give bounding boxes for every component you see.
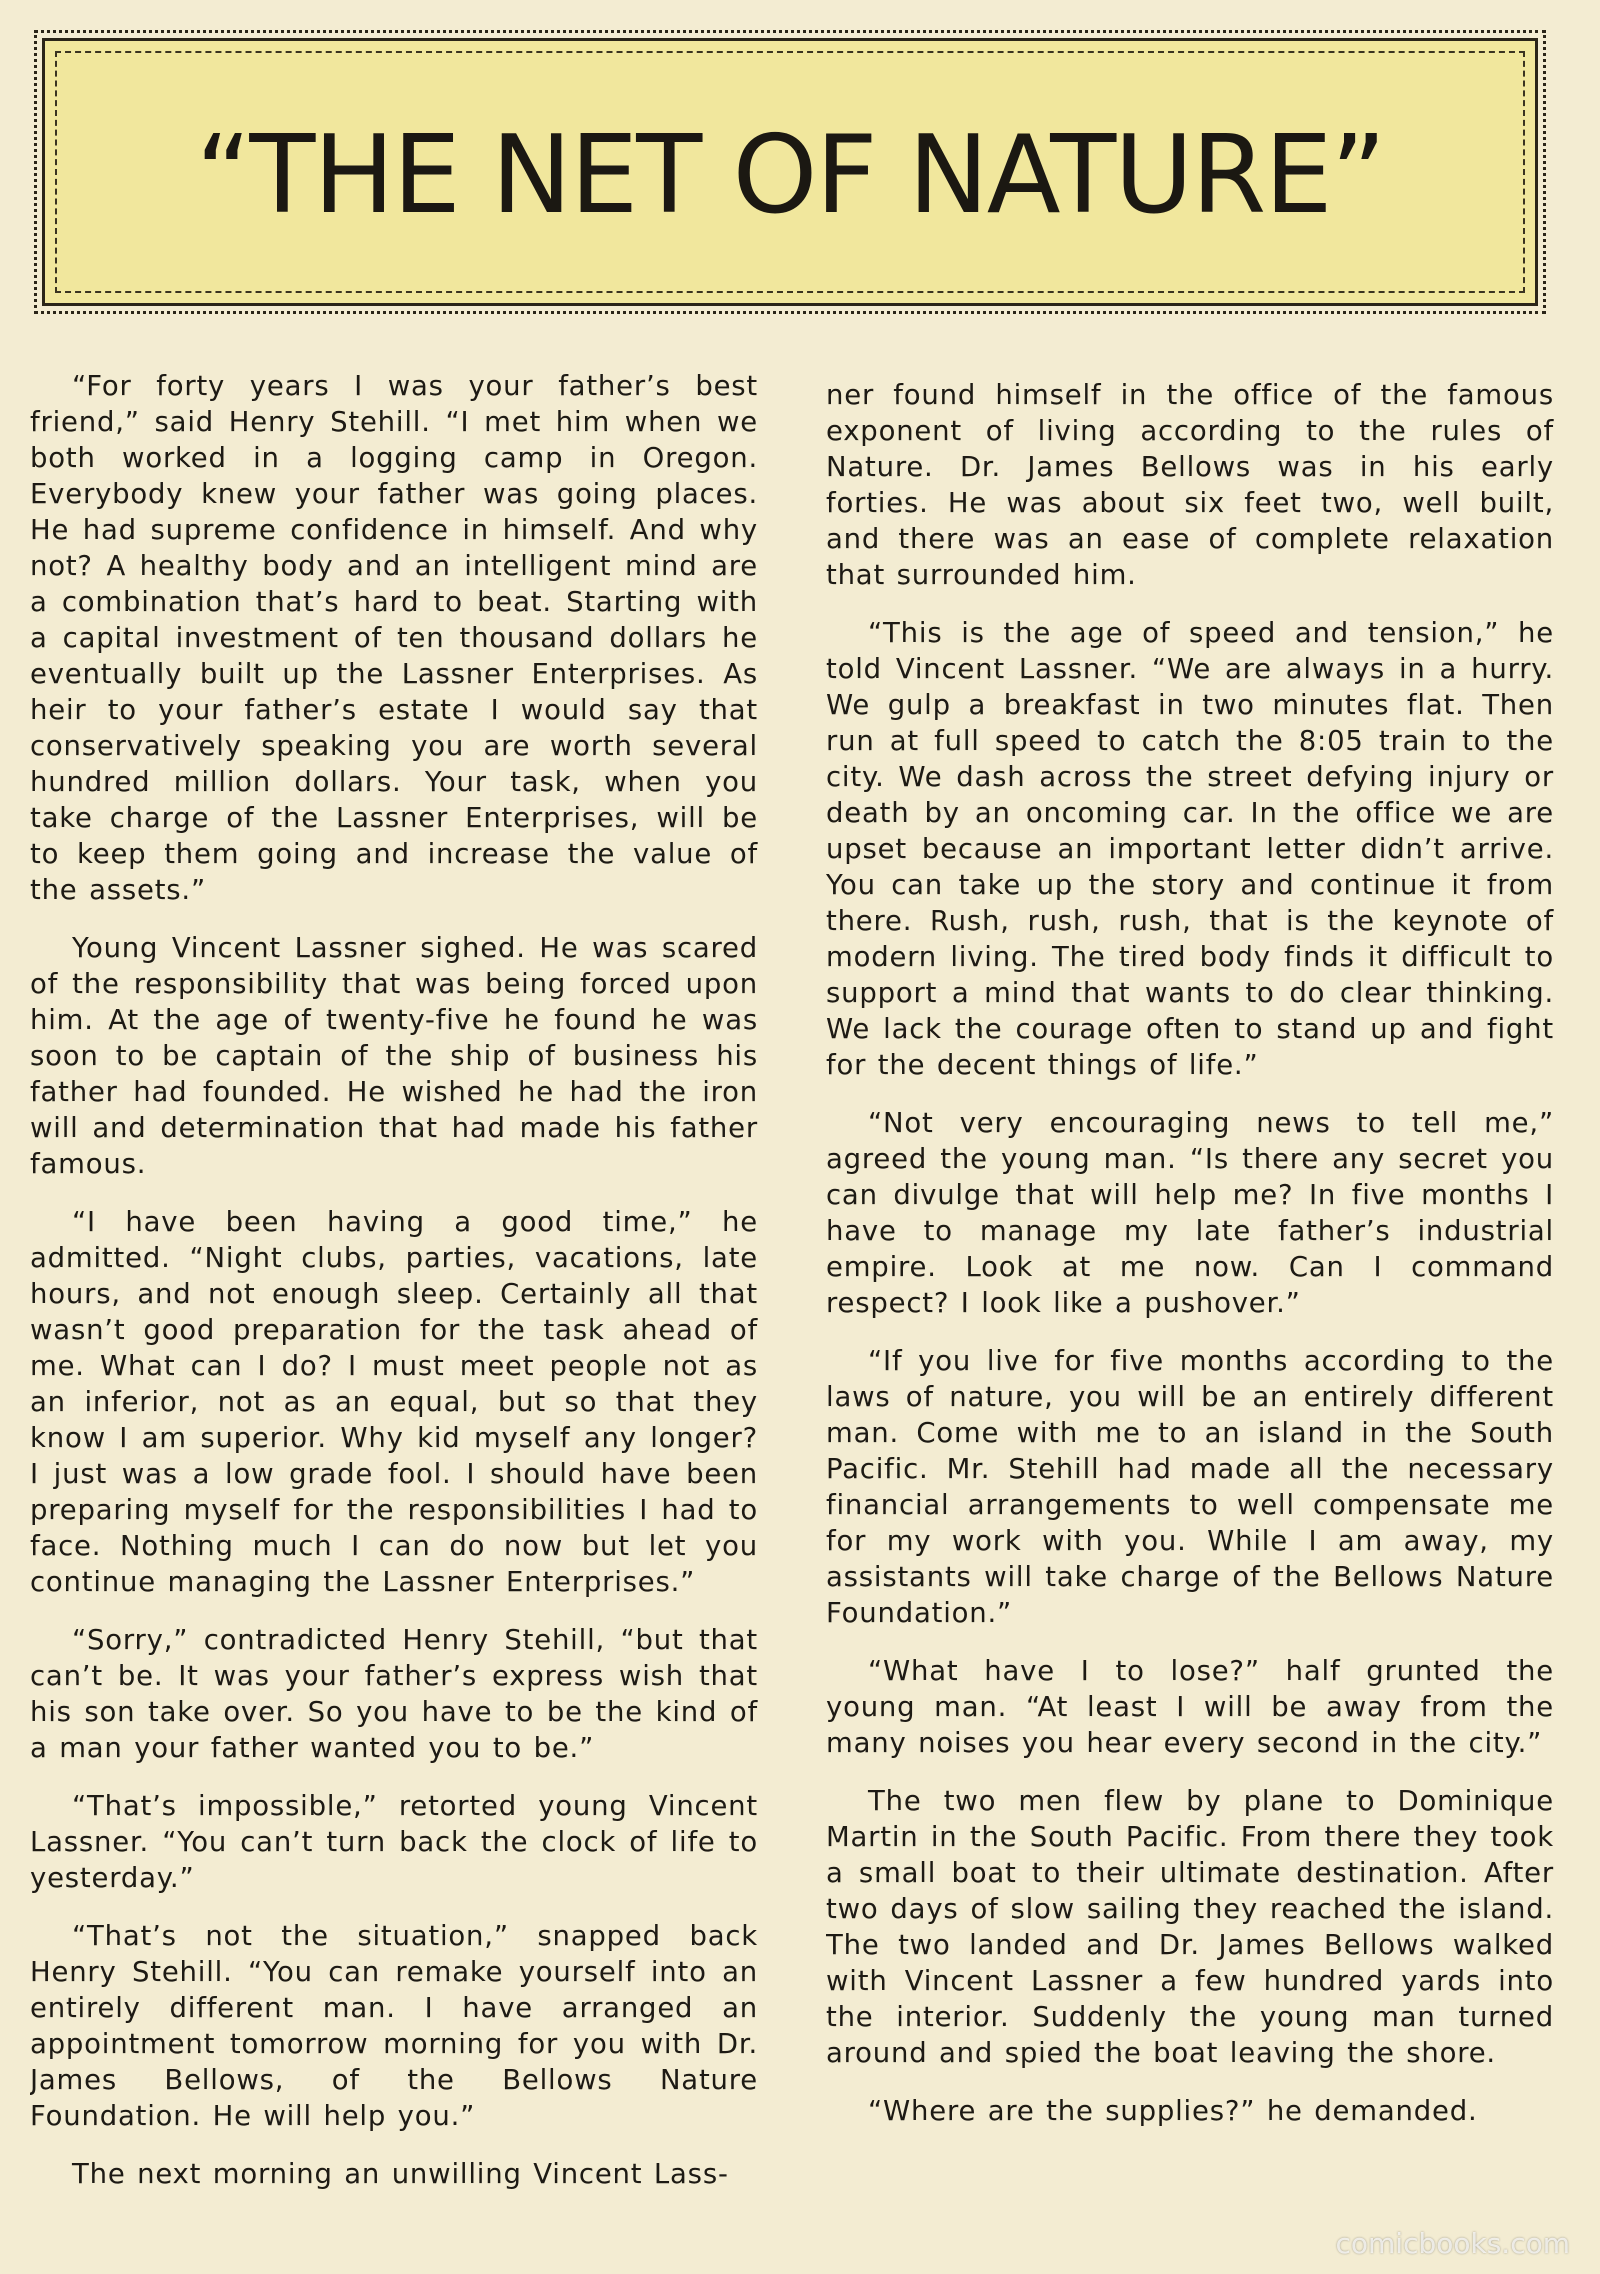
paragraph: ner found himself in the office of the famous exponent of living according to the rules of Nature. Dr. James Bellows was in his early forties. He was about six feet two, well built, and there was an ease of complete relaxation that surrounded him. <box>826 379 1554 591</box>
story-title: “THE NET OF NATURE” <box>195 113 1385 238</box>
paragraph: “Sorry,” contradicted Henry Stehill, “but that can’t be. It was your father’s express wish that his son take over. So you have to be the kind of a man your father wanted you to be.” <box>30 1624 758 1764</box>
paragraph: “For forty years I was your father’s best friend,” said Henry Stehill. “I met him when we both worked in a logging camp in Oregon. Everybody knew your father was going places. He had supreme confidence in himself. And why not? A healthy body and an intelligent mind are a combination that’s hard to beat. Starting with a capital investment of ten thousand dollars he eventually built up the Lassner Enterprises. As heir to your father’s estate I would say that conservatively speaking you are worth several hundred million dollars. Your task, when you take charge of the Lassner Enterprises, will be to keep them going and increase the value of the assets.” <box>30 370 758 906</box>
left-column <box>30 368 758 2258</box>
right-column <box>826 377 1554 2267</box>
paragraph: The next morning an unwilling Vincent Lass- <box>72 2158 729 2190</box>
paragraph: “What have I to lose?” half grunted the young man. “At least I will be away from the many noises you hear every second in the city.” <box>826 1655 1554 1759</box>
paragraph: “I have been having a good time,” he admitted. “Night clubs, parties, vacations, late hours, and not enough sleep. Certainly all that wasn’t good preparation for the task ahead of me. What can I do? I must meet people not as an inferior, not as an equal, but so that they know I am superior. Why kid myself any longer? I just was a low grade fool. I should have been preparing myself for the responsibilities I had to face. Nothing much I can do now but let you continue managing the Lassner Enterprises.” <box>30 1206 758 1598</box>
paragraph: “Where are the supplies?” he demanded. <box>868 2095 1478 2127</box>
paragraph: Young Vincent Lassner sighed. He was scared of the responsibility that was being forced upon him. At the age of twenty-five he found he was soon to be captain of the ship of business his father had founded. He wished he had the iron will and determination that had made his father famous. <box>30 932 758 1180</box>
watermark: comicbooks.com <box>1335 2227 1570 2260</box>
paragraph: The two men flew by plane to Dominique Martin in the South Pacific. From there they took a small boat to their ultimate destination. After two days of slow sailing they reached the island. The two landed and Dr. James Bellows walked with Vincent Lassner a few hundred yards into the interior. Suddenly the young man turned around and spied the boat leaving the shore. <box>826 1785 1554 2069</box>
title-banner <box>42 38 1538 306</box>
paragraph: “That’s not the situation,” snapped back Henry Stehill. “You can remake yourself into an entirely different man. I have arranged an appointment tomorrow morning for you with Dr. James Bellows, of the Bellows Nature Foundation. He will help you.” <box>30 1920 758 2132</box>
paragraph: “This is the age of speed and tension,” he told Vincent Lassner. “We are always in a hurry. We gulp a breakfast in two minutes flat. Then run at full speed to catch the 8:05 train to the city. We dash across the street defying injury or death by an oncoming car. In the office we are upset because an important letter didn’t arrive. You can take up the story and continue it from there. Rush, rush, rush, that is the keynote of modern living. The tired body finds it difficult to support a mind that wants to do clear thinking. We lack the courage often to stand up and fight for the decent things of life.” <box>826 617 1554 1081</box>
paragraph: “That’s impossible,” retorted young Vincent Lassner. “You can’t turn back the clock of life to yesterday.” <box>30 1790 758 1894</box>
paragraph: “If you live for five months according to the laws of nature, you will be an entirely different man. Come with me to an island in the South Pacific. Mr. Stehill had made all the necessary financial arrangements to well compensate me for my work with you. While I am away, my assistants will take charge of the Bellows Nature Foundation.” <box>826 1345 1554 1629</box>
story-body <box>30 368 1570 2258</box>
paragraph: “Not very encouraging news to tell me,” agreed the young man. “Is there any secret you can divulge that will help me? In five months I have to manage my late father’s industrial empire. Look at me now. Can I command respect? I look like a pushover.” <box>826 1107 1554 1319</box>
